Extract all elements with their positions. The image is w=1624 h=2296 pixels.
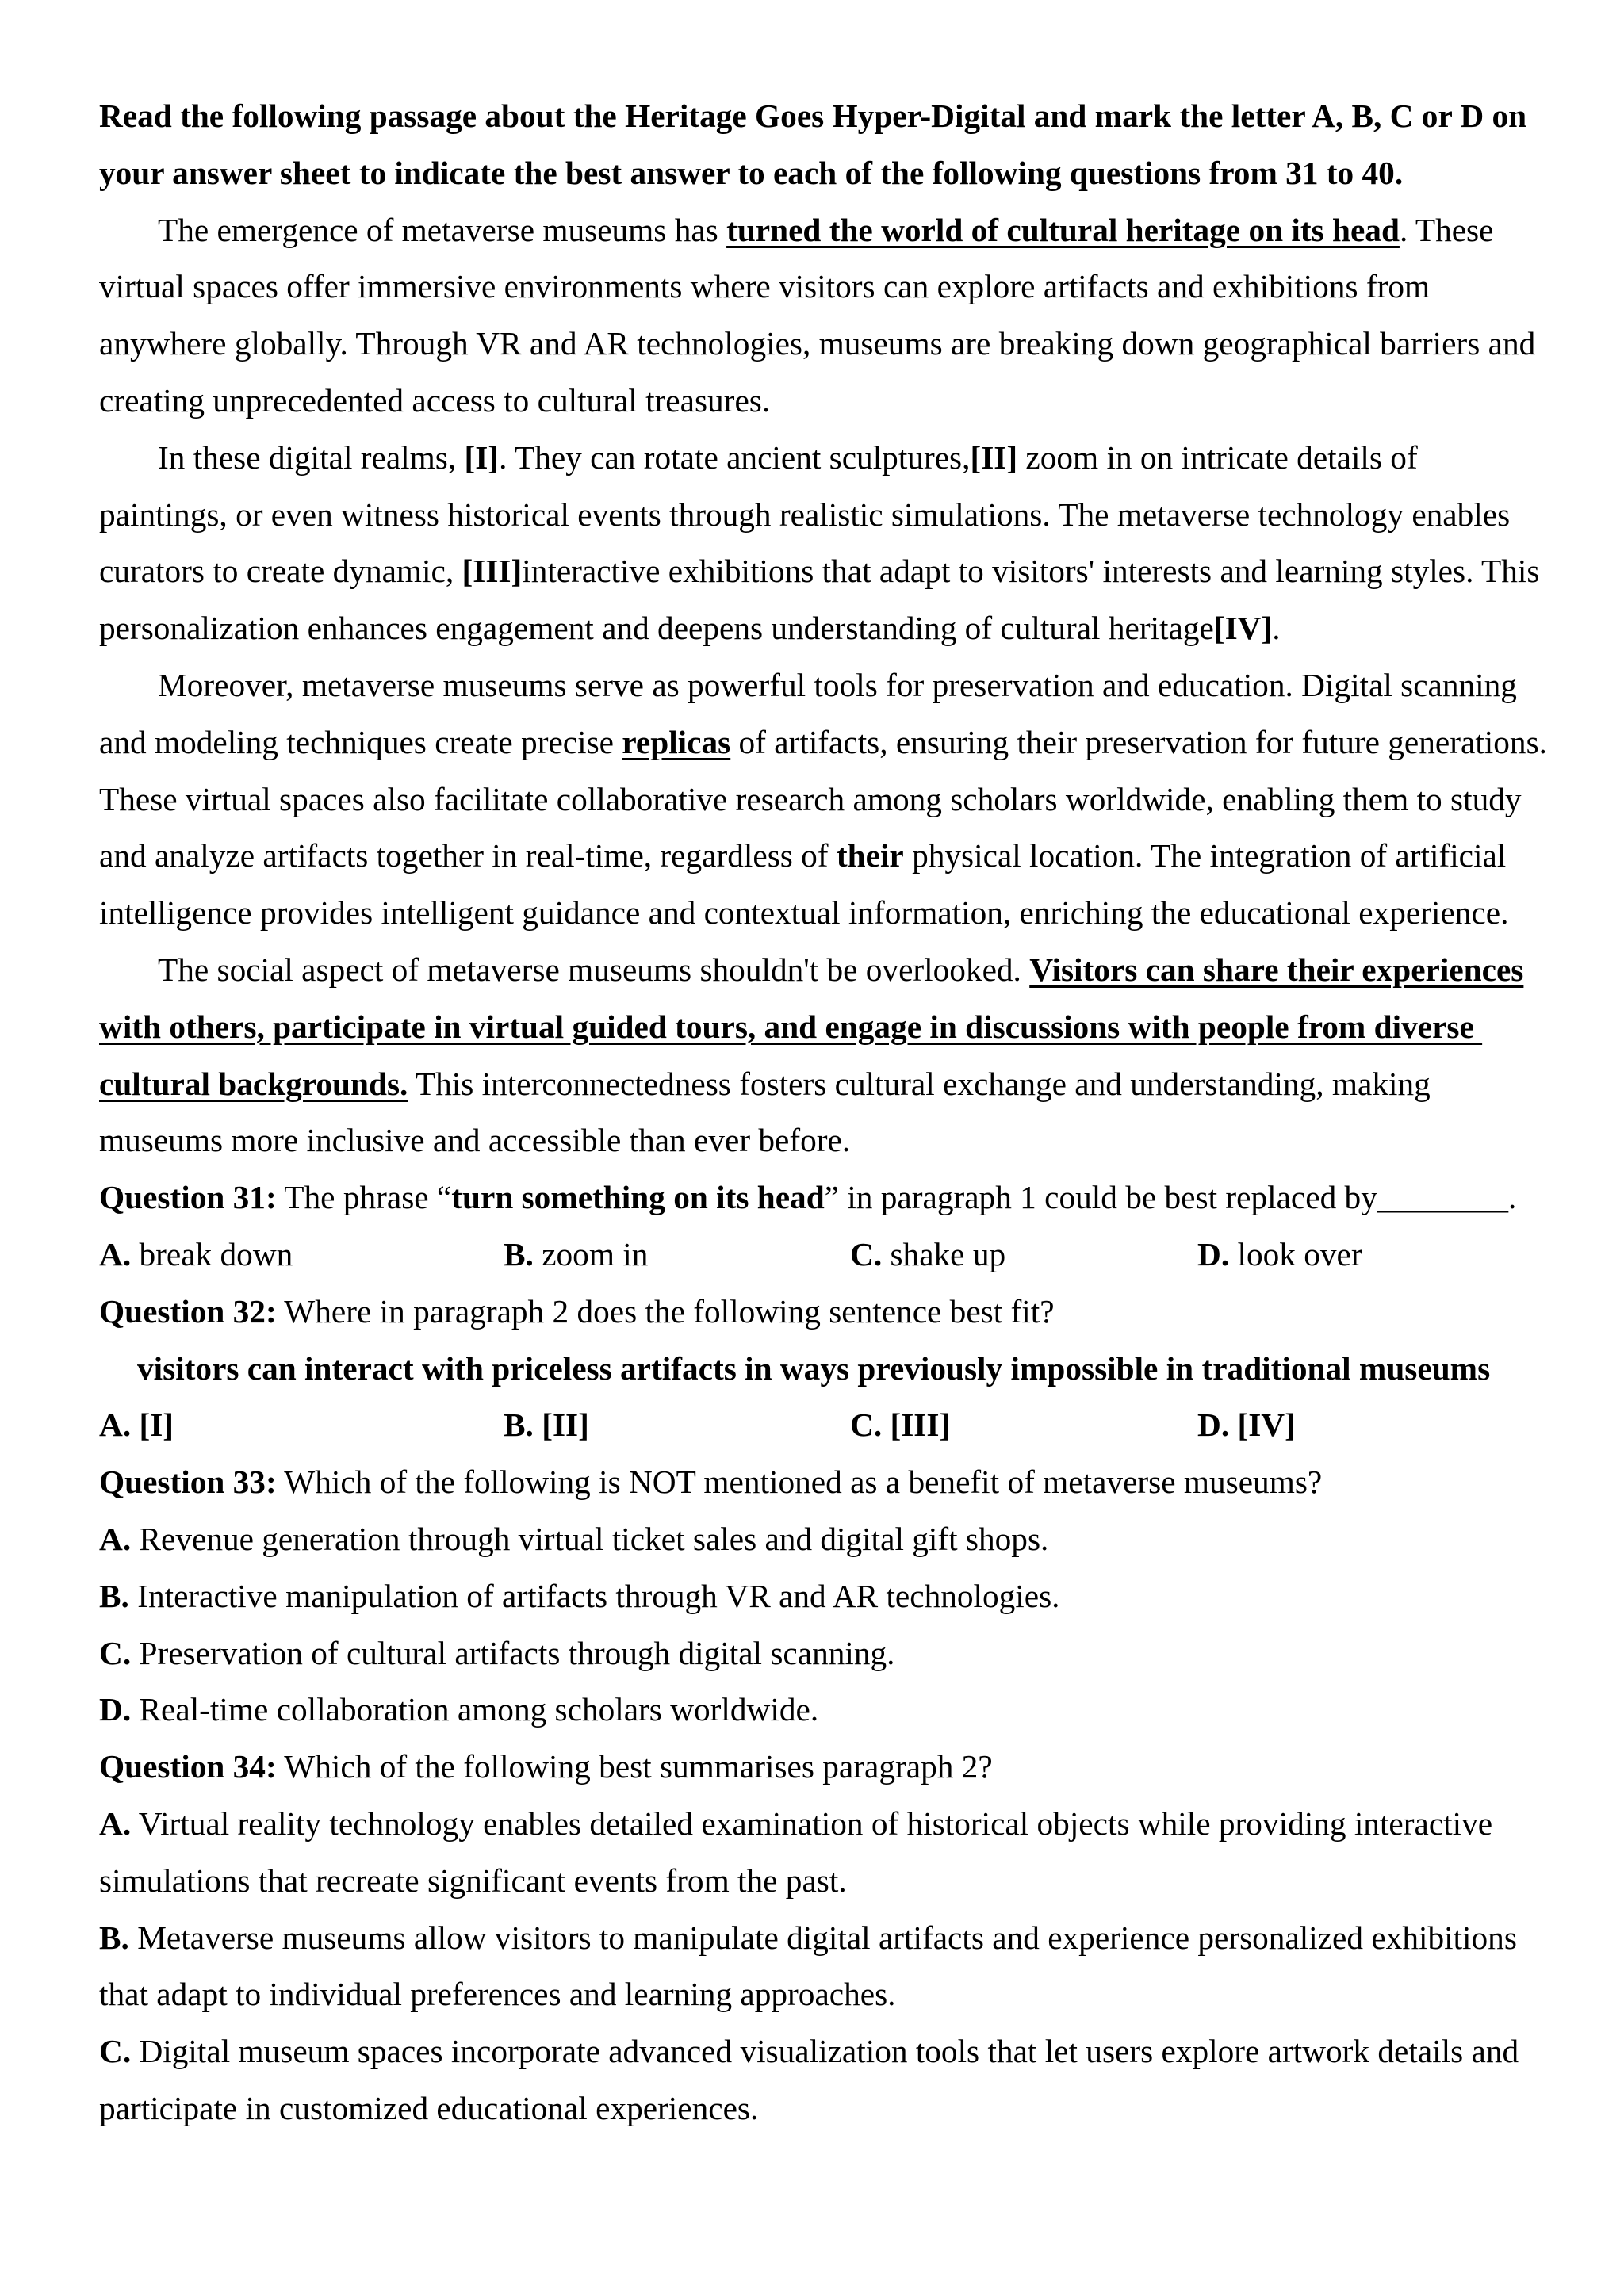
passage-paragraph-2 <box>99 430 1558 657</box>
question-text: The phrase “ <box>284 1179 452 1216</box>
question-label: Question 31: <box>99 1179 277 1216</box>
target-phrase: turned the world of cultural heritage on its head <box>726 211 1400 248</box>
option-letter: C. <box>850 1406 883 1444</box>
question-label: Question 32: <box>99 1292 277 1330</box>
option-c <box>850 1226 1197 1284</box>
passage-text: . These <box>1399 211 1494 248</box>
question-33 <box>99 1454 1558 1739</box>
passage-text: This interconnectedness fosters cultural exchange and understanding, making <box>408 1065 1431 1102</box>
option-c <box>99 1625 1558 1682</box>
passage-text: The emergence of metaverse museums has <box>158 211 727 248</box>
passage-text: The social aspect of metaverse museums shouldn't be overlooked. <box>158 951 1030 988</box>
option-b <box>504 1226 850 1284</box>
question-stem <box>99 1169 1558 1226</box>
option-letter: A. <box>99 1804 132 1842</box>
option-letter: D. <box>1197 1406 1230 1444</box>
option-letter: C. <box>99 1634 132 1671</box>
passage-text: curators to create dynamic, <box>99 553 462 590</box>
passage-text: interactive exhibitions that adapt to visitors' interests and learning styles. This <box>522 553 1540 590</box>
option-letter: B. <box>504 1406 534 1444</box>
option-text: break down <box>139 1235 293 1272</box>
passage-text: and analyze artifacts together in real-time, regardless of <box>99 837 837 874</box>
option-letter: B. <box>99 1577 129 1614</box>
option-letter: C. <box>99 2033 132 2070</box>
referent-word: their <box>836 837 904 874</box>
option-text: Virtual reality technology enables detailed examination of historical objects while providing interactive <box>138 1804 1493 1842</box>
option-line <box>99 1796 1558 1853</box>
option-d <box>1197 1226 1362 1284</box>
option-d <box>1197 1397 1296 1454</box>
option-c <box>850 1397 1197 1454</box>
option-letter: C. <box>850 1235 883 1272</box>
option-text: [I] <box>139 1406 174 1444</box>
passage-line: creating unprecedented access to cultural treasures. <box>99 381 771 419</box>
passage-line <box>99 202 1558 259</box>
passage-line: museums more inclusive and accessible than ever before. <box>99 1122 851 1159</box>
question-stem <box>99 1739 1558 1796</box>
passage-line: anywhere globally. Through VR and AR technologies, museums are breaking down geographical barriers and <box>99 325 1536 362</box>
passage-paragraph-3 <box>99 657 1558 942</box>
passage-line <box>99 714 1558 771</box>
question-text: Where in paragraph 2 does the following sentence best fit? <box>284 1292 1055 1330</box>
option-text: Preservation of cultural artifacts through digital scanning. <box>139 1634 895 1671</box>
question-34 <box>99 1739 1558 2137</box>
question-32 <box>99 1284 1558 1454</box>
option-letter: A. <box>99 1520 132 1557</box>
placement-marker: [IV] <box>1213 610 1273 647</box>
option-letter: D. <box>99 1691 132 1728</box>
question-31 <box>99 1169 1558 1284</box>
passage-line <box>99 543 1558 600</box>
option-a <box>99 1226 504 1284</box>
question-text: ” in paragraph 1 could be best replaced by________. <box>824 1179 1517 1216</box>
option-a <box>99 1796 1558 1910</box>
instructions-line: your answer sheet to indicate the best answer to each of the following questions from 31 to 40. <box>99 154 1404 191</box>
option-text: Real-time collaboration among scholars worldwide. <box>139 1691 819 1728</box>
question-label: Question 34: <box>99 1748 277 1785</box>
question-label: Question 33: <box>99 1464 277 1501</box>
question-text: Which of the following best summarises paragraph 2? <box>284 1748 993 1785</box>
option-a <box>99 1397 504 1454</box>
passage-line <box>99 600 1558 657</box>
option-a <box>99 1511 1558 1568</box>
option-letter: B. <box>99 1919 129 1956</box>
option-b <box>99 1910 1558 2024</box>
passage-line: These virtual spaces also facilitate collaborative research among scholars worldwide, enabling them to study <box>99 780 1522 817</box>
passage-text: . They can rotate ancient sculptures, <box>499 438 971 476</box>
option-d <box>99 1682 1558 1739</box>
option-text: Digital museum spaces incorporate advanced visualization tools that let users explore artwork details and <box>139 2033 1519 2070</box>
option-text: Revenue generation through virtual ticket sales and digital gift shops. <box>139 1520 1049 1557</box>
passage-line <box>99 942 1558 999</box>
passage-line <box>99 828 1558 885</box>
insert-sentence: visitors can interact with priceless artifacts in ways previously impossible in traditional museums <box>137 1349 1491 1387</box>
target-sentence: Visitors can share their experiences <box>1029 951 1524 988</box>
passage-line: paintings, or even witness historical events through realistic simulations. The metaverse technology enables <box>99 496 1511 533</box>
passage-text: zoom in on intricate details of <box>1017 438 1418 476</box>
option-text: [III] <box>890 1406 951 1444</box>
option-letter: A. <box>99 1235 132 1272</box>
answer-options <box>99 1226 1558 1284</box>
passage-text: In these digital realms, <box>158 438 465 476</box>
passage-line: Moreover, metaverse museums serve as powerful tools for preservation and education. Digital scanning <box>158 666 1517 703</box>
passage-text: physical location. The integration of artificial <box>903 837 1507 874</box>
option-text: [IV] <box>1237 1406 1296 1444</box>
passage-line: intelligence provides intelligent guidance and contextual information, enriching the educational experience. <box>99 894 1509 932</box>
question-stem <box>99 1284 1558 1341</box>
question-stem <box>99 1454 1558 1511</box>
option-c <box>99 2023 1558 2137</box>
placement-marker: [III] <box>462 553 523 590</box>
target-word: replicas <box>622 723 731 760</box>
instructions-line: Read the following passage about the Heritage Goes Hyper-Digital and mark the letter A, B, C or D on <box>99 98 1527 134</box>
option-text: Interactive manipulation of artifacts through VR and AR technologies. <box>137 1577 1060 1614</box>
question-text: Which of the following is NOT mentioned as a benefit of metaverse museums? <box>284 1464 1323 1501</box>
passage-paragraph-4 <box>99 942 1558 1169</box>
option-b <box>504 1397 850 1454</box>
option-line <box>99 2023 1558 2080</box>
option-line <box>99 1910 1558 1967</box>
option-text: shake up <box>890 1235 1006 1272</box>
option-line: simulations that recreate significant events from the past. <box>99 1862 847 1899</box>
passage-text: personalization enhances engagement and deepens understanding of cultural heritage <box>99 610 1214 647</box>
target-sentence: cultural backgrounds. <box>99 1065 408 1102</box>
option-b <box>99 1568 1558 1625</box>
option-text: look over <box>1237 1235 1362 1272</box>
answer-options <box>99 1397 1558 1454</box>
passage-line: virtual spaces offer immersive environments where visitors can explore artifacts and exhibitions from <box>99 268 1431 305</box>
option-line: participate in customized educational experiences. <box>99 2089 759 2126</box>
passage-text: and modeling techniques create precise <box>99 723 622 760</box>
option-letter: D. <box>1197 1235 1230 1272</box>
option-line: that adapt to individual preferences and learning approaches. <box>99 1976 896 2013</box>
option-text: Metaverse museums allow visitors to manipulate digital artifacts and experience personalized exhibitions <box>137 1919 1517 1956</box>
quoted-phrase: turn something on its head <box>451 1179 825 1216</box>
option-letter: B. <box>504 1235 534 1272</box>
exam-page <box>99 88 1558 2137</box>
passage-line <box>99 430 1558 487</box>
placement-marker: [I] <box>464 438 500 476</box>
passage-text: of artifacts, ensuring their preservation for future generations. <box>730 723 1547 760</box>
passage-text: . <box>1272 610 1281 647</box>
option-letter: A. <box>99 1406 132 1444</box>
placement-marker: [II] <box>970 438 1018 476</box>
passage-paragraph-1 <box>99 202 1558 430</box>
passage-line <box>99 1056 1558 1113</box>
option-text: [II] <box>542 1406 589 1444</box>
target-sentence: with others, participate in virtual guided tours, and engage in discussions with people from diverse <box>99 1008 1483 1045</box>
option-text: zoom in <box>542 1235 649 1272</box>
